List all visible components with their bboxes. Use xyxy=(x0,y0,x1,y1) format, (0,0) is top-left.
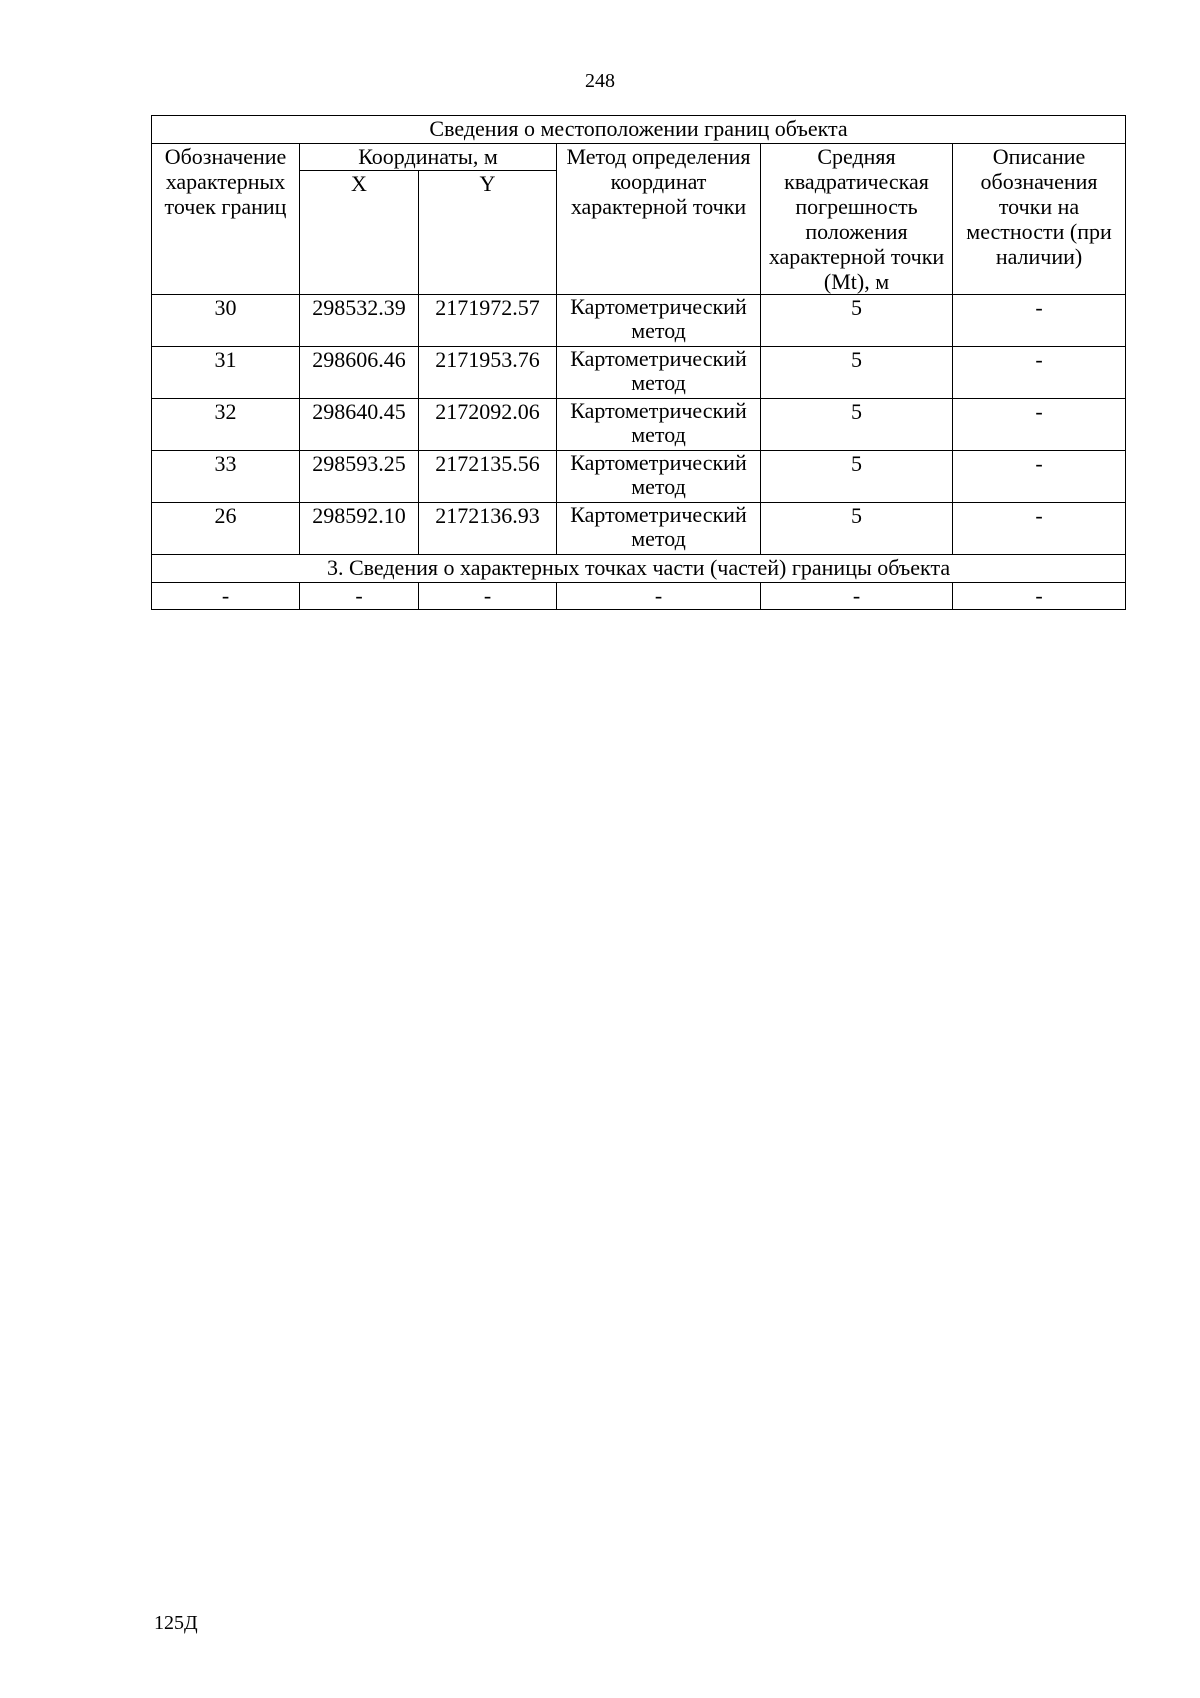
cell-error: - xyxy=(761,583,953,610)
cell-error: 5 xyxy=(761,451,953,503)
header-y: Y xyxy=(419,170,557,294)
cell-x: 298593.25 xyxy=(300,451,419,503)
cell-point: 30 xyxy=(152,295,300,347)
cell-description: - xyxy=(953,583,1126,610)
table-row xyxy=(152,399,1126,451)
page-number: 248 xyxy=(585,70,615,92)
table-row xyxy=(152,295,1126,347)
cell-method: Картометрический метод xyxy=(557,399,761,451)
header-x: X xyxy=(300,170,419,294)
footer-code: 125Д xyxy=(154,1612,198,1634)
cell-method: Картометрический метод xyxy=(557,503,761,555)
cell-x: - xyxy=(300,583,419,610)
cell-error: 5 xyxy=(761,503,953,555)
cell-description: - xyxy=(953,399,1126,451)
header-method: Метод определения координат характерной точки xyxy=(557,144,761,295)
cell-error: 5 xyxy=(761,347,953,399)
cell-method: - xyxy=(557,583,761,610)
table-row xyxy=(152,347,1126,399)
table-row xyxy=(152,451,1126,503)
boundary-table xyxy=(151,115,1126,610)
cell-error: 5 xyxy=(761,399,953,451)
cell-method: Картометрический метод xyxy=(557,295,761,347)
cell-description: - xyxy=(953,295,1126,347)
cell-y: 2172092.06 xyxy=(419,399,557,451)
cell-y: 2171953.76 xyxy=(419,347,557,399)
cell-point: - xyxy=(152,583,300,610)
cell-point: 31 xyxy=(152,347,300,399)
cell-description: - xyxy=(953,503,1126,555)
header-error: Средняя квадратическая погрешность положения характерной точки (Mt), м xyxy=(761,144,953,295)
cell-point: 33 xyxy=(152,451,300,503)
section-3-title: 3. Сведения о характерных точках части (частей) границы объекта xyxy=(152,555,1126,583)
table-row xyxy=(152,503,1126,555)
header-point-label: Обозначение характерных точек границ xyxy=(152,144,300,295)
cell-method: Картометрический метод xyxy=(557,451,761,503)
table-row xyxy=(152,583,1126,610)
cell-y: - xyxy=(419,583,557,610)
cell-point: 32 xyxy=(152,399,300,451)
header-description: Описание обозначения точки на местности (при наличии) xyxy=(953,144,1126,295)
cell-point: 26 xyxy=(152,503,300,555)
cell-description: - xyxy=(953,451,1126,503)
cell-y: 2172135.56 xyxy=(419,451,557,503)
cell-x: 298640.45 xyxy=(300,399,419,451)
cell-y: 2171972.57 xyxy=(419,295,557,347)
cell-description: - xyxy=(953,347,1126,399)
cell-y: 2172136.93 xyxy=(419,503,557,555)
header-coordinates: Координаты, м xyxy=(300,144,557,171)
cell-error: 5 xyxy=(761,295,953,347)
table-title: Сведения о местоположении границ объекта xyxy=(152,116,1126,144)
cell-x: 298606.46 xyxy=(300,347,419,399)
cell-x: 298532.39 xyxy=(300,295,419,347)
cell-method: Картометрический метод xyxy=(557,347,761,399)
cell-x: 298592.10 xyxy=(300,503,419,555)
